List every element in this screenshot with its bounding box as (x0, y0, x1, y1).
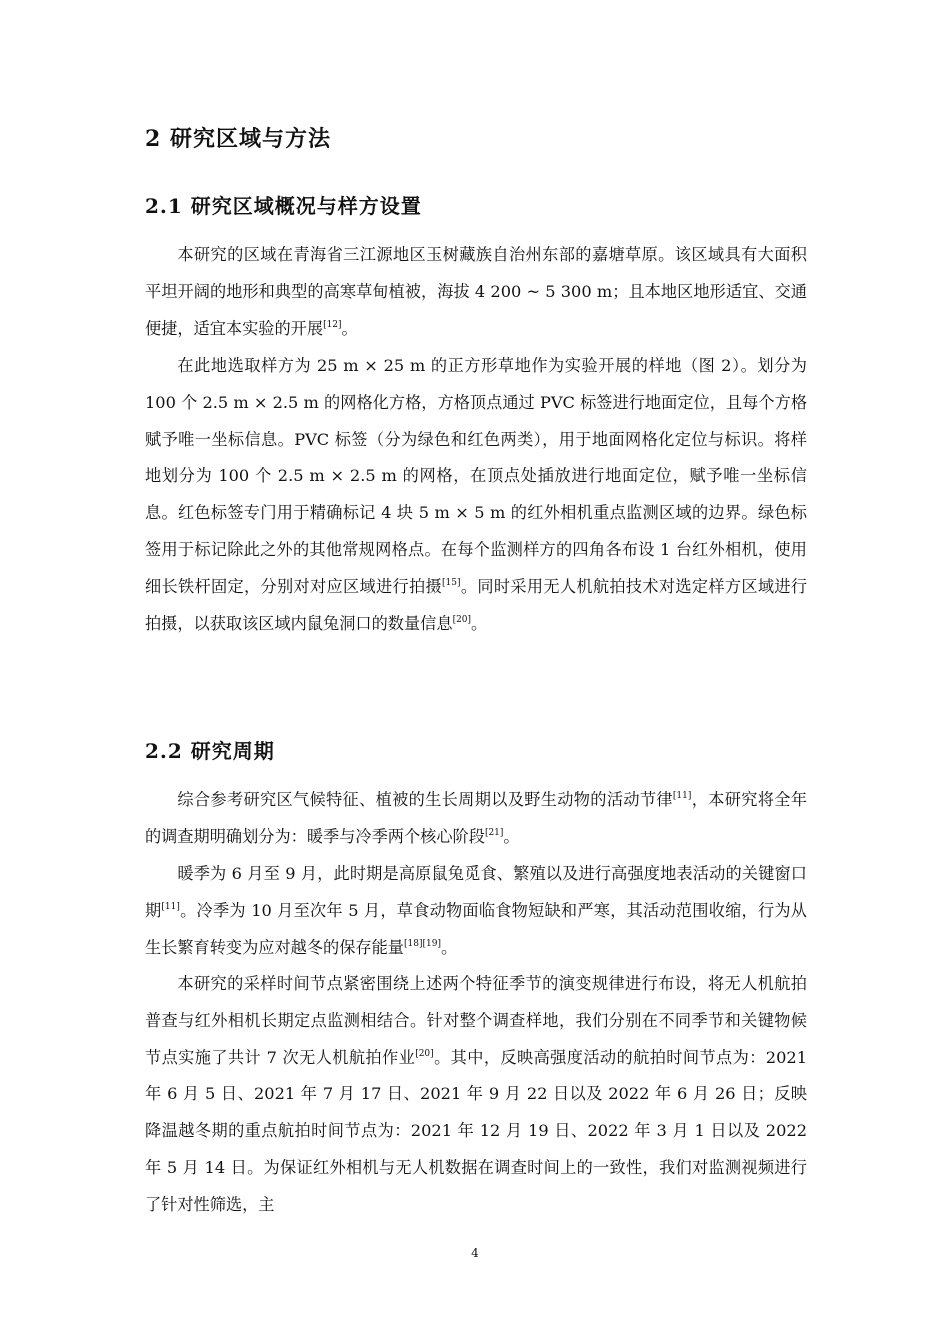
page-number: 4 (471, 1246, 479, 1260)
section-heading: 2 研究区域与方法 (145, 126, 331, 152)
citation: [18][19] (404, 938, 441, 949)
paragraph-warm-cold-season: 暖季为 6 月至 9 月，此时期是高原鼠兔觅食、繁殖以及进行高强度地表活动的关键窗口期[11]。冷季为 10 月至次年 5 月，草食动物面临食物短缺和严寒，其活动范围收缩，行为从生长繁育转变为应对越冬的保存能量[18][19]。 (145, 864, 807, 957)
paragraph-sampling-schedule: 本研究的采样时间节点紧密围绕上述两个特征季节的演变规律进行布设，将无人机航拍普查与红外相机长期定点监测相结合。针对整个调查样地，我们分别在不同季节和关键物候节点实施了共计 7 次无人机航拍作业[20]。其中，反映高强度活动的航拍时间节点为：2021 年 6 月 5 日、2021 年 7 月 17 日、2021 年 9 月 22 日以及 2022 年 6 月 26 日；反映降温越冬期的重点航拍时间节点为：2021 年 12 月 19 日、2022 年 3 月 1 日以及 2022 年 5 月 14 日。为保证红外相机与无人机数据在调查时间上的一致性，我们对监测视频进行了针对性筛选，主 (145, 974, 807, 1214)
subsection-heading-study-period: 2.2 研究周期 (145, 739, 275, 763)
citation: [15] (442, 577, 461, 588)
citation: [20] (452, 614, 472, 625)
citation: [12] (323, 319, 342, 330)
subsection-heading-study-area: 2.1 研究区域概况与样方设置 (145, 194, 422, 218)
citation: [11] (672, 791, 692, 801)
paragraph-plot-setup: 在此地选取样方为 25 m × 25 m 的正方形草地作为实验开展的样地（图 2）。划分为 100 个 2.5 m × 2.5 m 的网格化方格，方格顶点通过 PVC 标签进行地面定位，且每个方格赋予唯一坐标信息。PVC 标签（分为绿色和红色两类），用于地面网格化定位与标识。将样地划分为 100 个 2.5 m × 2.5 m 的网格，在顶点处插放进行地面定位，赋予唯一坐标信息。红色标签专门用于精确标记 4 块 5 m × 5 m 的红外相机重点监测区域的边界。绿色标签用于标记除此之外的其他常规网格点。在每个监测样方的四角各布设 1 台红外相机，使用细长铁杆固定，分别对对应区域进行拍摄[15]。同时采用无人机航拍技术对选定样方区域进行拍摄，以获取该区域内鼠兔洞口的数量信息[20]。 (145, 356, 808, 633)
citation: [11] (161, 901, 180, 912)
citation: [21] (484, 827, 504, 838)
paragraph-seasons: 综合参考研究区气候特征、植被的生长周期以及野生动物的活动节律[11]，本研究将全年的调查期明确划分为：暖季与冷季两个核心阶段[21]。 (145, 790, 808, 846)
citation: [20] (415, 1048, 434, 1059)
paragraph-study-area: 本研究的区域在青海省三江源地区玉树藏族自治州东部的嘉塘草原。该区域具有大面积平坦开阔的地形和典型的高寒草甸植被，海拔 4 200 ~ 5 300 m；且本地区地形适宜、交通便捷，适宜本实验的开展[12]。 (145, 245, 807, 338)
